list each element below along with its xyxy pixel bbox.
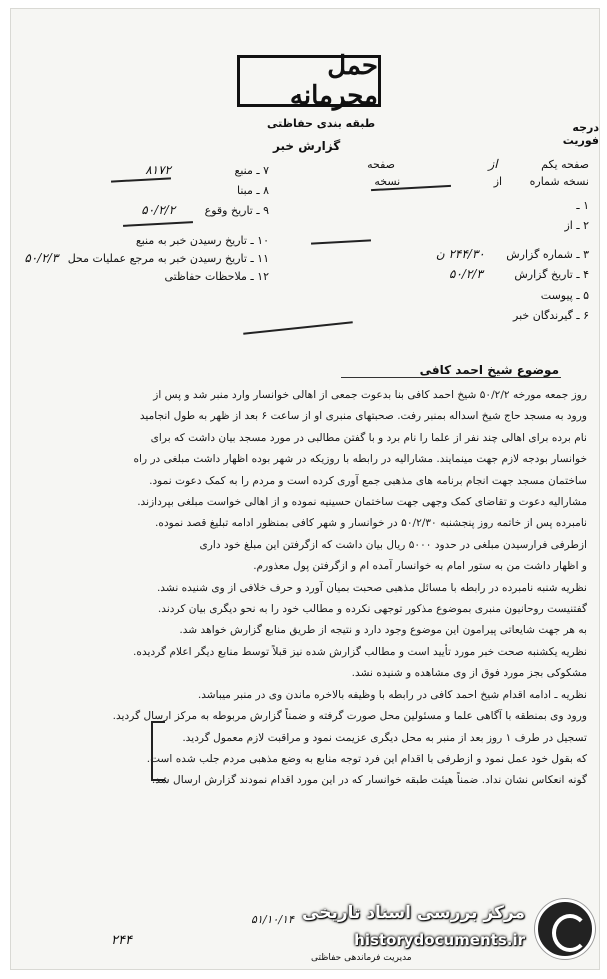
classification-label: طبقه بندی حفاظتی <box>267 117 376 130</box>
body-line: تسجیل در طرف ۱ روز بعد از منبر به محل دیگری عزیمت نمود و مراقبت لازم معمول گردید. <box>182 731 587 744</box>
form-right-row: ۳ ـ شماره گزارش ۲۴۴/۳۰ ن <box>435 247 589 261</box>
body-line: که بقول خود عمل نمود و ازطرفی با اقدام این فرد توجه منابع به وضع مذهبی مردم جلب شده است. <box>146 752 587 765</box>
form-left-row: ۱۰ ـ تاریخ رسیدن خبر به منبع <box>135 234 269 247</box>
body-line: ساختمان مسجد جهت انجام برنامه های مذهبی جمع آوری کرده است و مردم را به کمک دعوت نمود. <box>149 474 587 487</box>
body-line: گونه انعکاس نشان نداد. ضمناً هیئت طبقه خوانسار که در این مورد اقدام نمودند گزارش ارسال شد. <box>151 774 587 787</box>
body-line: نام برده برای اهالی چند نفر از علما را نام برد و با گفتن مطالبی در مورد مسجد بیان داشت که برای <box>150 431 587 444</box>
form-right-row: ۴ ـ تاریخ گزارش ۵۰/۲/۳ <box>449 267 589 281</box>
body-line: نظریه یکشنبه صحت خبر مورد تأیید است و مطالب گزارش شده نیز قبلاً توسط منابع دیگر اعلام گردیده. <box>133 645 587 658</box>
body-line: ازطرفی فرارسیدن مبلغی در حدود ۵۰۰۰ ریال بیان داشت که ازگرفتن این مبلغ خود داری <box>199 538 587 551</box>
margin-bracket <box>151 721 165 781</box>
body-line: ورود وی بمنطقه با آگاهی علما و مسئولین محل صورت گرفته و ضمناً گزارش مربوطه به مرکز ارسال گردید. <box>112 710 587 723</box>
form-right-row: نسخه شماره از نسخه <box>374 175 589 188</box>
handwritten-mark <box>243 321 353 334</box>
body-line: نامبرده پس از خاتمه روز پنجشنبه ۵۰/۲/۳۰ در خوانسار و شهر کافی بمنظور ادامه تبلیغ قصد نموده. <box>155 517 587 530</box>
subject-line-text: موضوع شیخ احمد کافی <box>419 363 559 377</box>
watermark <box>295 895 595 965</box>
form-right-row: ۱ ـ <box>576 199 589 212</box>
form-right-row: ۵ ـ پیوست <box>540 289 589 302</box>
body-line: نظریه شنبه نامبرده در رابطه با مسائل مذهبی صحبت بمیان آورد و حرف خلافی از وی شنیده نشد. <box>156 581 587 594</box>
handwritten-mark <box>111 177 171 182</box>
form-right-row: ۶ ـ گیرندگان خبر <box>513 309 589 322</box>
form-left-row: ۱۱ ـ تاریخ رسیدن خبر به مرجع عملیات محل ۵۰/۲/۳ <box>24 251 269 265</box>
form-left-row: ۷ ـ منبع ۸۱۷۲ <box>145 163 269 177</box>
body-line: نظریه ـ ادامه اقدام شیخ احمد کافی در رابطه با وظیفه بالاخره ماندن وی در منبر میباشد. <box>197 688 587 701</box>
body-line: خوانسار بودجه لازم جهت مینمایند. مشارالیه در رابطه با روزیکه در شهر بوده اظهار داشت مبلغی در راه <box>133 453 587 466</box>
report-body <box>41 385 587 792</box>
body-line: مشارالیه دعوت و تقاضای کمک وجهی جهت ساختمان حسینیه نموده و از اهالی خواست مبلغی بپردازند. <box>137 496 587 509</box>
signature-number: ۲۴۴ <box>111 933 132 948</box>
body-line: مشکوکی بجز مورد فوق از وی مشاهده و شنیده نشد. <box>351 667 587 680</box>
body-line: ورود به مسجد حاج شیخ اسداله بمنبر رفت. صحبتهای منبری او از ساعت ۶ بعد از ظهر به طول انجامید <box>139 410 587 423</box>
signature-date: ۵۱/۱۰/۱۴ <box>251 913 294 926</box>
footer-note: مدیریت فرماندهی حفاظتی <box>311 953 412 963</box>
form-left-row: ۱۲ ـ ملاحظات حفاظتی <box>164 270 269 283</box>
body-line: و اظهار داشت من به ستور امام به خوانسار آمده ام و ازگرفتن پول معذورم. <box>253 560 587 573</box>
urgency-label: درجه فوریت <box>562 121 599 147</box>
form-left-row: ۹ ـ تاریخ وقوع ۵۰/۲/۲ <box>141 203 269 217</box>
body-line: گفتنیست روحانیون منبری بموضوع مذکور توجهی نکرده و مطالب خود را به نحو دیگری بیان کردند. <box>157 603 587 616</box>
handwritten-mark <box>123 221 193 227</box>
report-title: گزارش خبر <box>273 139 341 153</box>
stamp-text: حمل محرمانه <box>289 51 378 111</box>
body-line: روز جمعه مورخه ۵۰/۲/۲ شیخ احمد کافی بنا بدعوت جمعی از اهالی خوانسار وارد منبر شد و پس از <box>153 389 587 401</box>
subject-underline <box>341 377 561 378</box>
form-right-row: ۲ ـ از <box>564 219 589 232</box>
archive-logo-icon <box>535 899 595 959</box>
form-right-row: صفحه یکم از صفحه <box>367 157 589 171</box>
watermark-url: historydocuments.ir <box>354 931 525 949</box>
classification-stamp <box>237 51 381 111</box>
form-left-row: ۸ ـ مبنا <box>236 184 269 197</box>
handwritten-mark <box>311 239 371 244</box>
watermark-persian: مرکز بررسی اسناد تاریخی <box>302 903 525 923</box>
document-page <box>10 8 600 970</box>
body-line: به هر جهت شایعاتی پیرامون این موضوع وجود دارد و نتیجه از طریق منابع گزارش خواهد شد. <box>179 624 587 637</box>
